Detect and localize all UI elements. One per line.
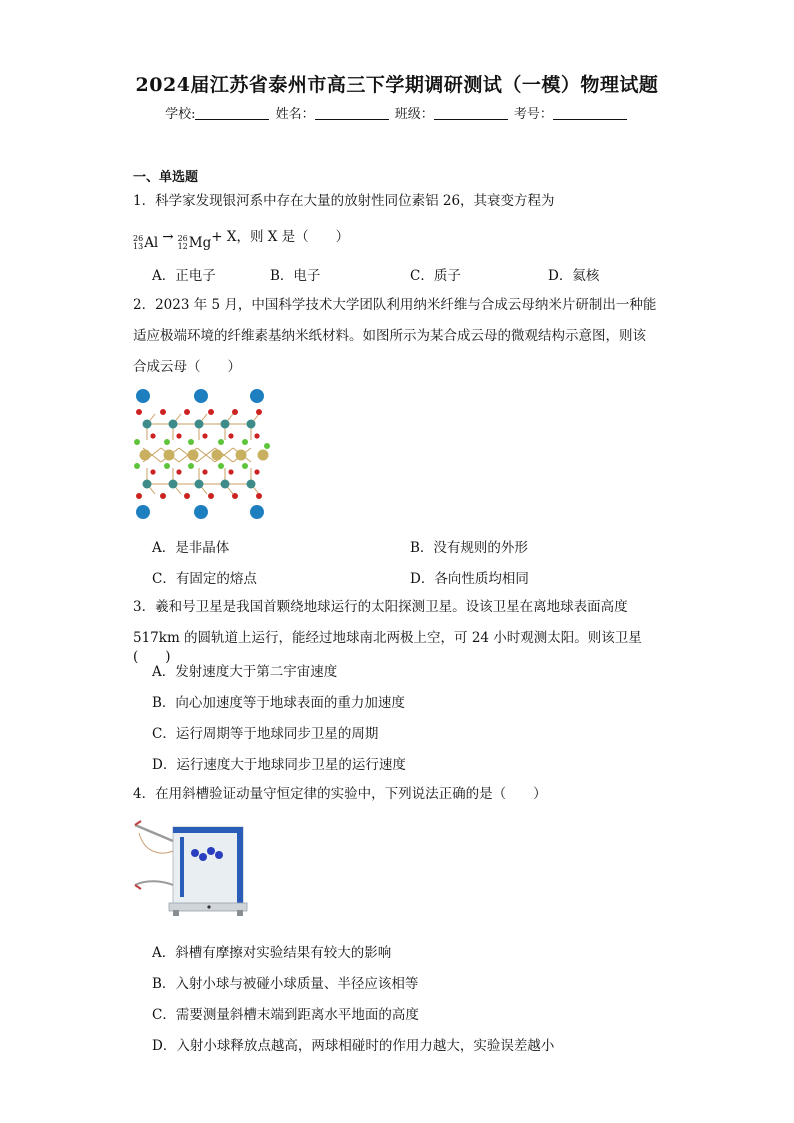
student-info-line: [0, 103, 794, 122]
q3-option-a[interactable]: A．发射速度大于第二宇宙速度: [152, 664, 338, 680]
q2-option-b[interactable]: B．没有规则的外形: [410, 540, 528, 556]
fluorine-atom: [164, 439, 170, 445]
q2-line-1: 2．2023 年 5 月，中国科学技术大学团队利用纳米纤维与合成云母纳米片研制出一种能: [133, 297, 657, 313]
al-number: 13: [133, 242, 144, 251]
school-label: 学校:: [165, 107, 196, 122]
mg-symbol: Mg: [188, 234, 212, 251]
fluorine-atom: [134, 463, 140, 469]
oxygen-atom: [208, 493, 214, 499]
oxygen-atom: [254, 433, 259, 438]
ball-mark: [215, 851, 223, 859]
fluorine-atom: [242, 439, 248, 445]
oxygen-atom: [176, 469, 181, 474]
number-blank[interactable]: [553, 108, 627, 120]
q3-option-c[interactable]: C．运行周期等于地球同步卫星的周期: [152, 726, 379, 742]
octahedral-atom: [212, 450, 223, 461]
q1-option-d[interactable]: D．氦核: [548, 268, 600, 284]
tetrahedral-atom: [169, 480, 178, 489]
oxygen-atom: [150, 469, 155, 474]
tetrahedral-atom: [221, 480, 230, 489]
mg-number: 12: [177, 242, 188, 251]
tetrahedral-atom: [247, 420, 256, 429]
q4-option-d[interactable]: D．入射小球释放点越高，两球相碰时的作用力越大，实验误差越小: [152, 1038, 555, 1054]
fluorine-atom: [218, 439, 224, 445]
oxygen-atom: [184, 409, 190, 415]
large-cation-atom: [136, 505, 150, 519]
q1-equation-tail: + X，则 X 是（ ）: [211, 229, 350, 245]
oxygen-atom: [160, 409, 166, 415]
large-cation-atom: [136, 389, 150, 403]
octahedral-atom: [164, 450, 175, 461]
oxygen-atom: [160, 493, 166, 499]
oxygen-atom: [228, 469, 233, 474]
class-blank[interactable]: [434, 108, 508, 120]
q1-equation: [133, 228, 673, 253]
oxygen-atom: [256, 493, 262, 499]
arrow-icon: →: [162, 229, 174, 245]
oxygen-atom: [202, 433, 207, 438]
q1-option-c[interactable]: C．质子: [410, 268, 461, 284]
oxygen-atom: [202, 469, 207, 474]
q1-option-a[interactable]: A．正电子: [152, 268, 216, 284]
oxygen-atom: [254, 469, 259, 474]
q2-option-c[interactable]: C．有固定的熔点: [152, 571, 257, 587]
tetrahedral-atom: [195, 420, 204, 429]
fluorine-atom: [164, 463, 170, 469]
tetrahedral-atom: [143, 480, 152, 489]
octahedral-atom: [188, 450, 199, 461]
oxygen-atom: [228, 433, 233, 438]
q4-option-b[interactable]: B．入射小球与被碰小球质量、半径应该相等: [152, 976, 419, 992]
large-cation-atom: [250, 505, 264, 519]
oxygen-atom: [256, 409, 262, 415]
fluorine-atom: [134, 439, 140, 445]
name-label: 姓名：: [275, 107, 315, 122]
tetrahedral-atom: [247, 480, 256, 489]
q2-option-d[interactable]: D．各向性质均相同: [410, 571, 529, 587]
oxygen-atom: [232, 493, 238, 499]
q4-option-c[interactable]: C．需要测量斜槽末端到距离水平地面的高度: [152, 1007, 419, 1023]
oxygen-atom: [150, 433, 155, 438]
q2-line-3: 合成云母（ ）: [133, 359, 241, 375]
q1-option-b[interactable]: B．电子: [270, 268, 321, 284]
q2-option-a[interactable]: A．是非晶体: [152, 540, 230, 556]
q4-line-1: 4．在用斜槽验证动量守恒定律的实验中，下列说法正确的是（ ）: [133, 786, 547, 802]
q3-option-b[interactable]: B．向心加速度等于地球表面的重力加速度: [152, 695, 405, 711]
mg-mass: 26: [177, 234, 188, 243]
oxygen-atom: [136, 409, 142, 415]
oxygen-atom: [208, 409, 214, 415]
fluorine-atom: [188, 463, 194, 469]
large-cation-atom: [250, 389, 264, 403]
mg-nuclide: [178, 234, 212, 253]
q3-line-1: 3．羲和号卫星是我国首颗绕地球运行的太阳探测卫星。设该卫星在离地球表面高度: [133, 599, 628, 615]
tetrahedral-atom: [143, 420, 152, 429]
q1-stem: 1．科学家发现银河系中存在大量的放射性同位素铝 26，其衰变方程为: [133, 193, 555, 209]
oxygen-atom: [232, 409, 238, 415]
q4-option-a[interactable]: A．斜槽有摩擦对实验结果有较大的影响: [152, 945, 392, 961]
tetrahedral-atom: [169, 420, 178, 429]
q3-option-d[interactable]: D．运行速度大于地球同步卫星的运行速度: [152, 757, 406, 773]
collision-apparatus-figure: [133, 815, 248, 920]
octahedral-atom: [140, 450, 151, 461]
atom-layer: [134, 389, 270, 519]
fluorine-atom: [218, 463, 224, 469]
oxygen-atom: [176, 433, 181, 438]
oxygen-atom: [184, 493, 190, 499]
tetrahedral-atom: [195, 480, 204, 489]
fluorine-atom: [188, 439, 194, 445]
section-heading: 一、单选题: [133, 170, 199, 185]
school-blank[interactable]: [195, 108, 269, 120]
al-mass: 26: [133, 234, 144, 243]
al-nuclide: [133, 234, 158, 253]
page-title: 2024届江苏省泰州市高三下学期调研测试（一模）物理试题: [135, 74, 659, 96]
q2-line-2: 适应极端环境的纤维素基纳米纸材料。如图所示为某合成云母的微观结构示意图，则该: [133, 328, 646, 344]
oxygen-atom: [136, 493, 142, 499]
ball-mark: [199, 853, 207, 861]
al-symbol: Al: [144, 234, 159, 251]
ball-mark: [191, 849, 199, 857]
class-label: 班级：: [394, 107, 434, 122]
octahedral-atom: [236, 450, 247, 461]
ball-mark: [207, 847, 215, 855]
fluorine-atom: [264, 443, 270, 449]
q3-line-2: 517km 的圆轨道上运行，能经过地球南北两极上空，可 24 小时观测太阳。则该卫星( ): [133, 630, 642, 665]
number-label: 考号：: [513, 107, 553, 122]
name-blank[interactable]: [315, 108, 389, 120]
tetrahedral-atom: [221, 420, 230, 429]
octahedral-atom: [258, 450, 269, 461]
fluorine-atom: [242, 463, 248, 469]
large-cation-atom: [194, 389, 208, 403]
large-cation-atom: [194, 505, 208, 519]
mica-structure-figure: [133, 386, 273, 524]
